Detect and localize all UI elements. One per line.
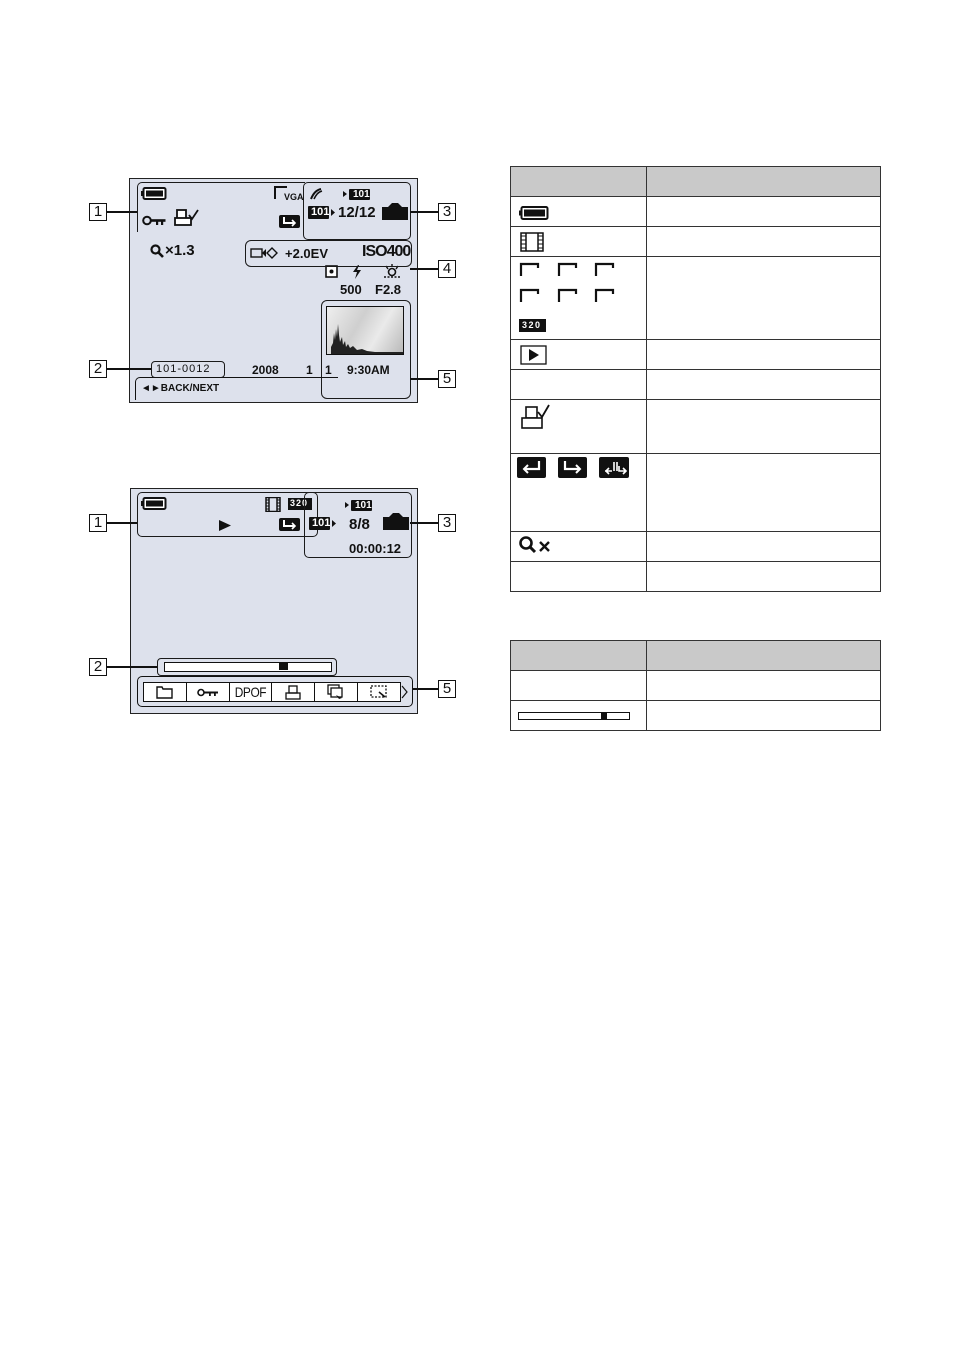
print-order-icon xyxy=(521,404,551,430)
image-size-icon xyxy=(519,262,629,304)
row-line xyxy=(511,339,880,340)
menu-slideshow-button[interactable] xyxy=(315,683,358,701)
folder-number-top: 101 xyxy=(353,189,370,200)
movie-size-320: 320 xyxy=(522,320,542,330)
movie-size: 320 xyxy=(290,498,309,508)
iso-value: ISO400 xyxy=(362,243,411,260)
table-1-divider xyxy=(646,167,647,591)
playbar-sample xyxy=(518,712,630,720)
battery-icon xyxy=(519,206,549,220)
movie-callout-2: 2 xyxy=(89,658,107,676)
time: 9:30AM xyxy=(347,363,390,377)
movie-callout-3: 3 xyxy=(438,514,456,532)
row-line xyxy=(511,531,880,532)
folder-change-icons xyxy=(517,457,633,479)
movie-callout-5: 5 xyxy=(438,680,456,698)
row-line xyxy=(511,256,880,257)
callout-4-leader xyxy=(410,268,438,270)
movie-callout-2-leader xyxy=(107,666,157,668)
menu-protect-button[interactable] xyxy=(187,683,230,701)
callout-3: 3 xyxy=(438,203,456,221)
aperture-value: F2.8 xyxy=(375,282,402,297)
menu-retouch-button[interactable] xyxy=(358,683,400,701)
row-line xyxy=(511,561,880,562)
playbar[interactable] xyxy=(164,662,332,672)
still-playback-screen xyxy=(129,178,418,403)
group-3-outline xyxy=(304,492,412,558)
image-count: 12/12 xyxy=(338,204,376,221)
movie-callout-5-leader xyxy=(412,688,438,690)
playbar-thumb[interactable] xyxy=(279,663,288,670)
table-2-divider xyxy=(646,641,647,730)
flash-icon xyxy=(352,265,362,279)
row-line xyxy=(511,700,880,701)
nav-hint: ◄►BACK/NEXT xyxy=(141,383,220,394)
folder-number: 101 xyxy=(312,517,331,529)
callout-2: 2 xyxy=(89,360,107,378)
menu-folder-button[interactable] xyxy=(144,683,187,701)
callout-1-leader xyxy=(107,211,137,213)
table-2-header xyxy=(511,641,880,671)
folder-number: 101 xyxy=(311,206,330,218)
callout-2-leader xyxy=(107,368,151,370)
row-line xyxy=(511,226,880,227)
print-icon xyxy=(285,685,301,700)
movie-callout-3-leader xyxy=(410,522,438,524)
row-line xyxy=(511,453,880,454)
folder-outline-icon xyxy=(156,686,173,699)
zoom-value: ×1.3 xyxy=(165,242,195,259)
playback-counter: 00:00:12 xyxy=(349,541,402,556)
zoom-icon xyxy=(518,535,554,555)
group-3-outline xyxy=(303,182,411,240)
movie-playback-screen xyxy=(130,488,418,714)
group-1-outline xyxy=(137,492,318,537)
exposure-value: +2.0EV xyxy=(285,246,329,261)
image-size-label: VGA xyxy=(284,192,304,202)
file-number: 101-0012 xyxy=(156,363,211,375)
callout-1: 1 xyxy=(89,203,107,221)
folder-number-top: 101 xyxy=(355,500,372,511)
table-1 xyxy=(510,166,881,592)
shutter-speed: 500 xyxy=(340,282,362,297)
date-day: 1 xyxy=(325,363,332,377)
movie-callout-1: 1 xyxy=(89,514,107,532)
zoom-icon xyxy=(150,244,164,258)
protect-icon xyxy=(197,688,219,697)
menu-print-button[interactable] xyxy=(272,683,315,701)
table-1-header xyxy=(511,167,880,197)
row-line xyxy=(511,369,880,370)
chevron-right-icon[interactable] xyxy=(401,685,409,699)
callout-4: 4 xyxy=(438,260,456,278)
retouch-icon xyxy=(370,685,388,699)
date-month: 1 xyxy=(306,363,313,377)
movie-icon xyxy=(520,232,544,252)
date-year: 2008 xyxy=(252,363,279,377)
row-line xyxy=(511,399,880,400)
table-2 xyxy=(510,640,881,731)
group-1-outline xyxy=(137,182,305,232)
play-icon xyxy=(520,345,547,365)
dpof-label: DPOF xyxy=(234,684,267,700)
movie-callout-1-leader xyxy=(107,522,137,524)
menu-dpof-button[interactable] xyxy=(230,683,273,701)
playbar-sample-thumb xyxy=(601,713,607,719)
group-4-outline xyxy=(245,240,412,267)
playback-menu xyxy=(137,676,413,707)
callout-5-leader xyxy=(410,378,438,380)
callout-3-leader xyxy=(410,211,438,213)
callout-5: 5 xyxy=(438,370,456,388)
menu-bar-inner xyxy=(143,682,401,702)
image-count: 8/8 xyxy=(349,516,370,533)
slideshow-icon xyxy=(327,684,345,700)
